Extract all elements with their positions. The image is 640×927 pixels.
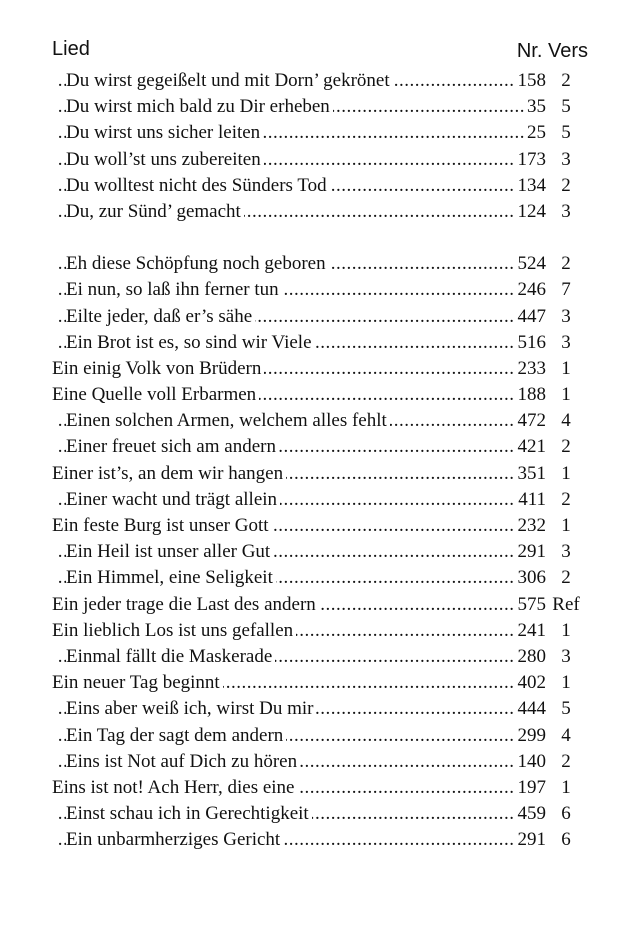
index-entry [0,513,640,539]
index-entry [0,696,640,722]
entry-verse: 5 [561,96,571,118]
index-entry [0,120,640,146]
entry-title: Eins aber weiß ich, wirst Du mir [66,696,316,722]
entry-number: 306 [515,565,547,591]
entry-verse: 1 [561,357,571,379]
entry-verse: 2 [561,174,571,196]
entry-number: 233 [515,356,547,382]
entry-verse: 3 [561,541,571,563]
entry-title: Eins ist Not auf Dich zu hören [66,749,300,775]
entry-verse: 1 [561,619,571,641]
entry-title: Eins ist not! Ach Herr, dies eine [52,775,298,801]
entry-title: Einen solchen Armen, welchem alles fehlt [66,408,390,434]
index-entry [0,147,640,173]
index-entry [0,251,640,277]
index-entry [0,277,640,303]
entry-verse: Ref [552,593,580,615]
entry-title: Einer wacht und trägt allein [66,487,280,513]
index-entry [0,801,640,827]
entry-title: Ei nun, so laß ihn ferner tun [66,277,282,303]
entry-title: Einer freuet sich am andern [66,434,279,460]
entry-verse: 1 [561,462,571,484]
index-entry [0,775,640,801]
entry-verse: 3 [561,331,571,353]
entry-verse: 6 [561,829,571,851]
entry-title: Du, zur Sünd’ gemacht [66,199,244,225]
entry-verse: 2 [561,70,571,91]
entry-verse: 3 [561,305,571,327]
entry-number: 291 [515,539,547,565]
entry-verse: 3 [561,200,571,222]
entry-title: Eilte jeder, daß er’s sähe [66,304,255,330]
entry-number: 35 [524,94,546,120]
entry-title: Du wolltest nicht des Sünders Tod [66,173,330,199]
entry-verse: 1 [561,672,571,694]
entry-verse: 2 [561,750,571,772]
entry-number: 197 [515,775,547,801]
entry-verse: 7 [561,279,571,301]
entry-number: 280 [515,644,547,670]
entry-title: Einst schau ich in Gerechtigkeit [66,801,312,827]
header-nr-vers: Nr. Vers [516,40,588,62]
entry-number: 472 [515,408,547,434]
entry-verse: 5 [561,698,571,720]
index-entry [0,644,640,670]
index-entry [0,827,640,853]
entry-title: Du woll’st uns zubereiten [66,147,264,173]
entry-number: 134 [515,173,547,199]
entry-title: Ein neuer Tag beginnt [52,670,223,696]
entry-verse: 3 [561,148,571,170]
entry-verse: 1 [561,515,571,536]
index-entry [0,330,640,356]
entry-number: 524 [515,251,547,277]
entry-title: Eine Quelle voll Erbarmen [52,382,259,408]
entry-title: Du wirst gegeißelt und mit Dorn’ gekrönet [66,68,393,94]
index-entry [0,68,640,94]
entry-title: Einer ist’s, an dem wir hangen [52,461,286,487]
index-entry [0,749,640,775]
entry-title: Ein Tag der sagt dem andern [66,723,286,749]
entry-verse: 4 [561,410,571,432]
entry-number: 158 [515,68,547,94]
entry-number: 459 [515,801,547,827]
index-entry [0,94,640,120]
entry-number: 299 [515,723,547,749]
entry-number: 291 [515,827,547,853]
entry-number: 246 [515,277,547,303]
entry-number: 402 [515,670,547,696]
entry-verse: 5 [561,122,571,144]
entry-number: 25 [524,120,546,146]
index-entry [0,618,640,644]
entry-title: Ein Heil ist unser aller Gut [66,539,273,565]
index-entry [0,565,640,591]
index-entry [0,434,640,460]
entry-title: Ein Himmel, eine Seligkeit [66,565,276,591]
entry-verse: 1 [561,776,571,798]
header-lied: Lied [52,38,90,60]
entry-verse: 6 [561,803,571,825]
entry-number: 421 [515,434,547,460]
entry-number: 444 [515,696,547,722]
entry-title: Ein unbarmherziges Gericht [66,827,283,853]
index-entry [0,487,640,513]
index-entry [0,592,640,618]
index-entry [0,382,640,408]
index-entry [0,670,640,696]
entry-title: Ein feste Burg ist unser Gott [52,513,272,539]
entry-title: Ein lieblich Los ist uns gefallen [52,618,296,644]
entry-verse: 1 [561,384,571,406]
entry-title: Du wirst mich bald zu Dir erheben [66,94,333,120]
index-entry [0,461,640,487]
index-entry [0,356,640,382]
entry-title: Ein einig Volk von Brüdern [52,356,264,382]
entry-title: Du wirst uns sicher leiten [66,120,263,146]
hymn-index-list [0,68,640,853]
entry-verse: 2 [561,488,571,510]
index-entry [0,723,640,749]
column-header [0,38,640,66]
index-entry [0,173,640,199]
entry-verse: 2 [561,567,571,589]
index-entry [0,408,640,434]
entry-verse: 3 [561,645,571,667]
entry-number: 411 [515,487,546,513]
entry-title: Eh diese Schöpfung noch geboren [66,251,329,277]
entry-number: 124 [515,199,547,225]
entry-title: Ein Brot ist es, so sind wir Viele [66,330,315,356]
index-entry [0,304,640,330]
entry-title: Ein jeder trage die Last des andern [52,592,319,618]
entry-number: 232 [515,513,547,539]
entry-number: 140 [515,749,547,775]
entry-number: 447 [515,304,547,330]
entry-number: 351 [515,461,547,487]
entry-verse: 4 [561,724,571,746]
index-entry [0,539,640,565]
entry-number: 575 [515,592,547,618]
entry-number: 188 [515,382,547,408]
entry-number: 173 [515,147,547,173]
entry-title: Einmal fällt die Maskerade [66,644,275,670]
entry-number: 241 [515,618,547,644]
entry-verse: 2 [561,253,571,275]
entry-number: 516 [515,330,547,356]
entry-verse: 2 [561,436,571,458]
index-entry [0,199,640,225]
